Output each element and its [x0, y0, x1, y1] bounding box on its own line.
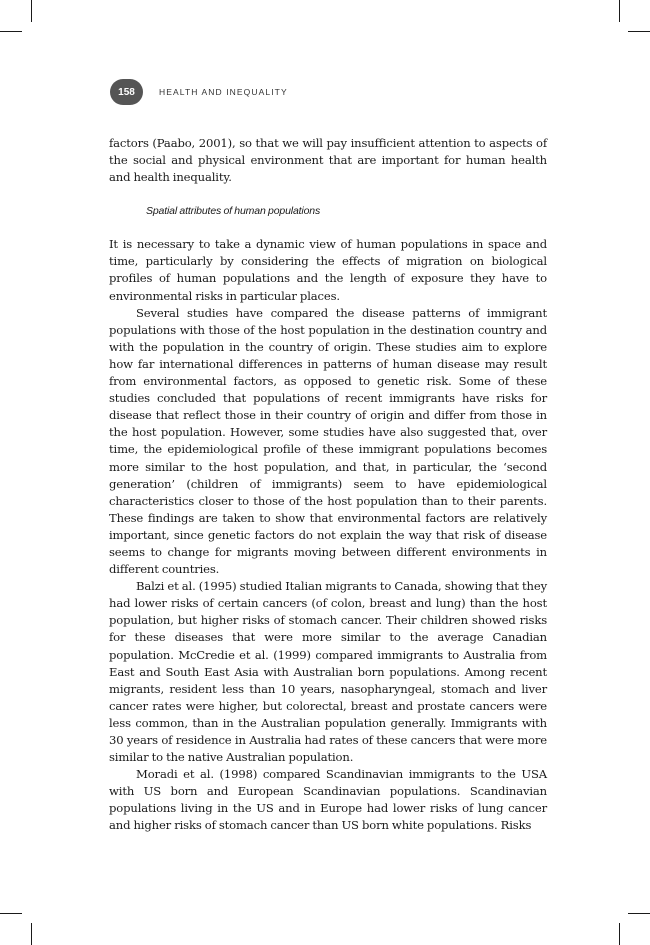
page-number-badge: 158: [110, 79, 143, 105]
running-head: HEALTH AND INEQUALITY: [159, 87, 288, 97]
paragraph: Several studies have compared the disease patterns of immigrant populations with those of the host population in the destination country and with the population in the country of origin. These studies aim to explore how far international differences in patterns of human disease may result from environmental factors, as opposed to genetic risk. Some of these studies concluded that populations of recent immigrants have risks for disease that reflect those in their country of origin and differ from those in the host population. However, some studies have also suggested that, over time, the epidemiological profile of these immigrant populations becomes more similar to the host population, and that, in particular, the ‘second generation’ (children of immigrants) seem to have epidemiological characteristics closer to those of the host population than to their parents. These findings are taken to show that environmental factors are relatively important, since genetic factors do not explain the way that risk of disease seems to change for migrants moving between different environments in different countries.: [109, 305, 547, 577]
crop-mark-top-left-v: [31, 0, 32, 22]
page-header: [110, 79, 288, 105]
paragraph: Moradi et al. (1998) compared Scandinavian immigrants to the USA with US born and European Scandinavian populations. Scandinavian populations living in the US and in Europe had lower risks of lung cancer and higher risks of stomach cancer than US born white populations. Risks: [109, 767, 547, 833]
crop-mark-top-right-v: [619, 0, 620, 22]
body-text: [109, 135, 547, 835]
paragraph-continued: factors (Paabo, 2001), so that we will pay insufficient attention to aspects of the social and physical environment that are important for human health and health inequality.: [109, 136, 547, 185]
crop-mark-bottom-left-h: [0, 913, 22, 914]
crop-mark-bottom-left-v: [31, 923, 32, 945]
crop-mark-bottom-right-v: [619, 923, 620, 945]
paragraph: Balzi et al. (1995) studied Italian migrants to Canada, showing that they had lower risks of certain cancers (of colon, breast and lung) than the host population, but higher risks of stomach cancer. Their children showed risks for these diseases that were more similar to the average Canadian population. McCredie et al. (1999) compared immigrants to Australia from East and South East Asia with Australian born populations. Among recent migrants, resident less than 10 years, nasopharyngeal, stomach and liver cancer rates were higher, but colorectal, breast and prostate cancers were less common, than in the Australian population generally. Immigrants with 30 years of residence in Australia had rates of these cancers that were more similar to the native Australian population.: [109, 579, 547, 765]
crop-mark-top-right-h: [628, 31, 650, 32]
crop-mark-bottom-right-h: [628, 913, 650, 914]
crop-mark-top-left-h: [0, 31, 22, 32]
section-subheading: Spatial attributes of human populations: [146, 205, 321, 218]
paragraph: It is necessary to take a dynamic view of human populations in space and time, particularly by considering the effects of migration on biological profiles of human populations and the length of exposure they have to environmental risks in particular places.: [109, 237, 547, 303]
